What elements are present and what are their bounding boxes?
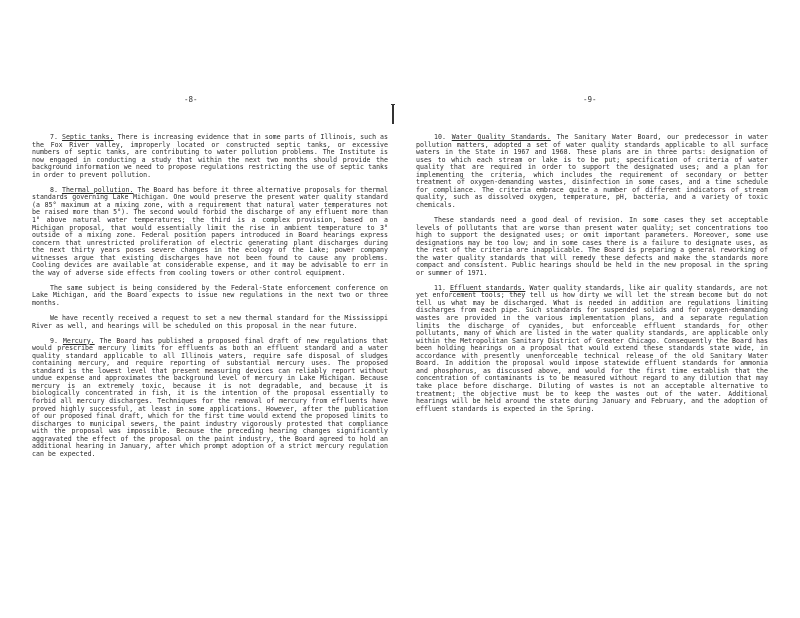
right-column <box>416 134 768 421</box>
paragraph <box>32 315 388 330</box>
paragraph-number: 11. <box>434 283 446 292</box>
paragraph-number: 9. <box>50 336 58 345</box>
paragraph-text: The Sanitary Water Board, our predecessor in water pollution matters, adopted a set of water quality standards applicable to all surface waters in the State in 1967 and 1968. These plans are in three parts: designation of uses to which each stream or lake is to be put; specification of criteria of water quality that are required in order to support the designated uses; and a plan for implementing the criteria, which includes the requirement of secondary or better treatment of oxygen-demanding wastes, disinfection in some cases, and a time schedule for compliance. The criteria embrace quite a number of different indicators of stream quality, such as dissolved oxygen, temperature, pH, bacteria, and a variety of toxic chemicals. <box>416 133 768 209</box>
paragraph-text: The Board has before it three alternative proposals for thermal standards governing Lake Michigan. One would preserve the present water quality standard (a 85° maximum at a mixing zone, with a requirement that natural water temperatures not be raised more than 5°). The second would forbid the discharge of any effluent more than 1° above natural water temperatures; the third is a complex provision, based on a Michigan proposal, that would essentially limit the rise in ambient temperature to 3° outside of a mixing zone. Federal position papers introduced in Board hearings express concern that unrestricted proliferation of electric generating plant discharges during the next thirty years poses severe changes in the ecology of the Lake; power company witnesses argue that existing discharges have not been found to cause any problems. Cooling devices are available at considerable expense, and it may be advisable to err in the way of adverse side effects from cooling towers or other control equipment. <box>32 185 388 277</box>
gutter-mark <box>392 104 394 124</box>
paragraph-text: The same subject is being considered by the Federal-State enforcement conference on Lake Michigan, and the Board expects to issue new regulations in the next two or three months. <box>32 283 388 307</box>
paragraph <box>32 187 388 278</box>
paragraph-number: 8. <box>50 185 58 194</box>
paragraph <box>416 217 768 277</box>
paragraph <box>416 285 768 413</box>
paragraph-text: We have recently received a request to set a new thermal standard for the Mississippi River as well, and hearings will be scheduled on this proposal in the near future. <box>32 313 388 330</box>
paragraph-title: Water Quality Standards. <box>451 133 551 141</box>
paragraph <box>416 134 768 209</box>
paragraph <box>32 134 388 179</box>
gutter-tick <box>391 104 395 105</box>
paragraph <box>32 338 388 459</box>
left-column <box>32 134 388 466</box>
paragraph-number: 7. <box>50 133 58 141</box>
paragraph-text: There is increasing evidence that in some parts of Illinois, such as the Fox River valley, improperly located or constructed septic tanks, or excessive numbers of septic tanks, are contributing to water pollution problems. The Institute is now engaged in conducting a study that within the next two months should provide the background information we need to propose regulations restricting the use of septic tanks in order to prevent pollution. <box>32 133 388 179</box>
paragraph-title: Mercury. <box>62 336 95 345</box>
page-number-right: -9- <box>583 95 597 104</box>
paragraph-title: Effluent standards. <box>449 283 526 292</box>
paragraph-number: 10. <box>434 133 446 141</box>
paragraph-text: Water quality standards, like air quality standards, are not yet enforcement tools; they tell us how dirty we will let the stream become but do not tell us what may be discharged. What is needed in addition are regulations limiting discharges from each pipe. Such standards for suspended solids and for oxygen-demanding wastes are provided in the various implementation plans, and a separate regulation limits the discharge of cyanides, but enforceable effluent standards for other pollutants, many of which are listed in the water quality standards, are applicable only within the Metropolitan Sanitary District of Greater Chicago. Consequently the Board has been holding hearings on a proposal that would extend these standards state wide, in accordance with presently unenforceable technical release of the old Sanitary Water Board. In addition the proposal would impose statewide effluent standards for ammonia and phosphorus, as discussed above, and would for the first time establish that the concentration of contaminants is to be measured without regard to any dilution that may take place before discharge. Diluting of wastes is not an acceptable alternative to treatment; the objective must be to keep the wastes out of the water. Additional hearings will be held around the state during January and February, and the adoption of effluent standards is expected in the Spring. <box>416 283 768 413</box>
paragraph-text: The Board has published a proposed final draft of new regulations that would prescribe mercury limits for effluents as both an effluent standard and a water quality standard applicable to all Illinois waters, require safe disposal of sludges containing mercury, and require reporting of substantial mercury uses. The proposed standard is the lowest level that present measuring devices can reliably report without undue expense and approximates the background level of mercury in Lake Michigan. Because mercury is an extremely toxic, because it is not degradable, and because it is biologically concentrated in fish, it is the intention of the proposal essentially to forbid all mercury discharges. Techniques for the removal of mercury from effluents have proved highly successful, at least in some applications. However, after the publication of our proposed final draft, which for the first time would extend the proposed limits to discharges to municipal sewers, the paint industry vigorously protested that compliance with the proposal was impossible. Because the preceding hearing changes significantly aggravated the effect of the proposal on the paint industry, the Board agreed to hold an additional hearing in January, after which prompt adoption of a strict mercury regulation can be expected. <box>32 336 388 458</box>
paragraph-title: Thermal pollution. <box>61 185 134 194</box>
page-number-left: -8- <box>184 95 198 104</box>
paragraph-title: Septic tanks. <box>61 133 114 141</box>
paragraph-text: These standards need a good deal of revision. In some cases they set acceptable levels of pollutants that are worse than present water quality; set concentrations too high to support the designated uses; or omit important parameters. Moreover, some use designations may be too low; and in some cases there is a failure to designate uses, as the rest of the criteria are inapplicable. The Board is preparing a general reworking of the water quality standards that will remedy these defects and make the standards more compact and consistent. Public hearings should be held in the new proposal in the spring or summer of 1971. <box>416 215 768 277</box>
paragraph <box>32 285 388 308</box>
